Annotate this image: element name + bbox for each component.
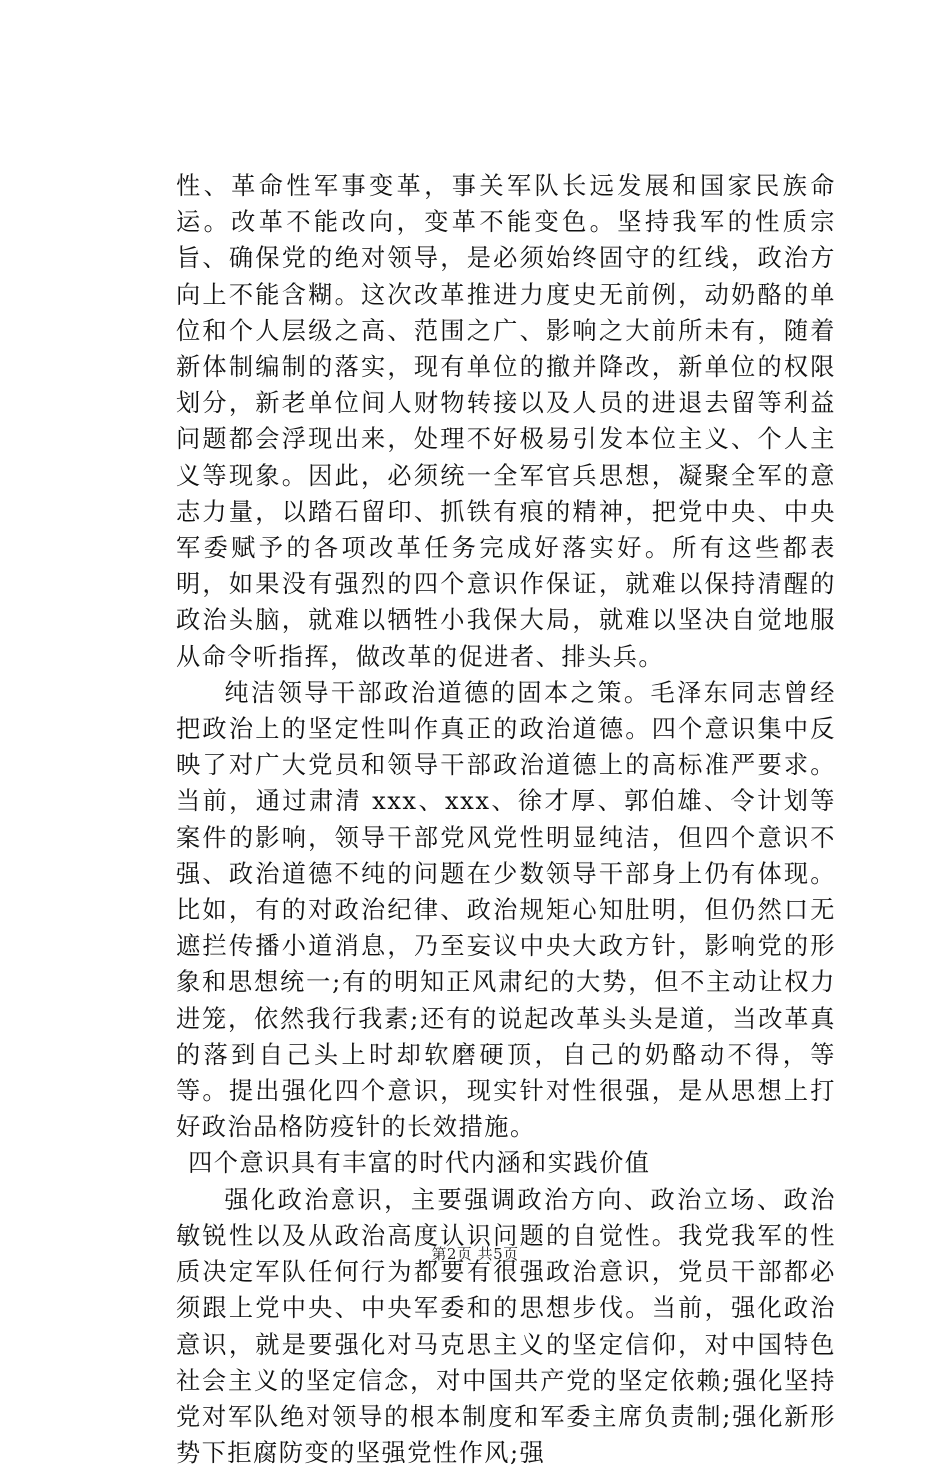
body-paragraph: 纯洁领导干部政治道德的固本之策。毛泽东同志曾经把政治上的坚定性叫作真正的政治道德。四个意识集中反映了对广大党员和领导干部政治道德上的高标准严要求。当前，通过肃清 xxx、xxx、徐才厚、郭伯雄、令计划等案件的影响，领导干部党风党性明显纯洁，但四个意识不强、政治道德不纯的问题在少数领导干部身上仍有体现。比如，有的对政治纪律、政治规矩心知肚明，但仍然口无遮拦传播小道消息，乃至妄议中央大政方针，影响党的形象和思想统一;有的明知正风肃纪的大势，但不主动让权力进笼，依然我行我素;还有的说起改革头头是道，当改革真的落到自己头上时却软磨硬顶，自己的奶酪动不得，等等。提出强化四个意识，现实针对性很强，是从思想上打好政治品格防疫针的长效措施。: [176, 678, 836, 1142]
page-footer: [0, 1243, 950, 1264]
page-number-indicator: 第2页 共5页: [431, 1245, 519, 1263]
document-body: [176, 168, 836, 1471]
section-heading: 四个意识具有丰富的时代内涵和实践价值: [188, 1149, 651, 1178]
body-paragraph: 强化政治意识，主要强调政治方向、政治立场、政治敏锐性以及从政治高度认识问题的自觉性。我党我军的性质决定军队任何行为都要有很强政治意识，党员干部都必须跟上党中央、中央军委和的思想步伐。当前，强化政治意识，就是要强化对马克思主义的坚定信仰，对中国特色社会主义的坚定信念，对中国共产党的坚定依赖;强化坚持党对军队绝对领导的根本制度和军委主席负责制;强化新形势下拒腐防变的坚强党性作风;强: [176, 1185, 836, 1468]
body-paragraph: 性、革命性军事变革，事关军队长远发展和国家民族命运。改革不能改向，变革不能变色。坚持我军的性质宗旨、确保党的绝对领导，是必须始终固守的红线，政治方向上不能含糊。这次改革推进力度史无前例，动奶酪的单位和个人层级之高、范围之广、影响之大前所未有，随着新体制编制的落实，现有单位的撤并降改，新单位的权限划分，新老单位间人财物转接以及人员的进退去留等利益问题都会浮现出来，处理不好极易引发本位主义、个人主义等现象。因此，必须统一全军官兵思想，凝聚全军的意志力量，以踏石留印、抓铁有痕的精神，把党中央、中央军委赋予的各项改革任务完成好落实好。所有这些都表明，如果没有强烈的四个意识作保证，就难以保持清醒的政治头脑，就难以牺牲小我保大局，就难以坚决自觉地服从命令听指挥，做改革的促进者、排头兵。: [176, 172, 836, 671]
